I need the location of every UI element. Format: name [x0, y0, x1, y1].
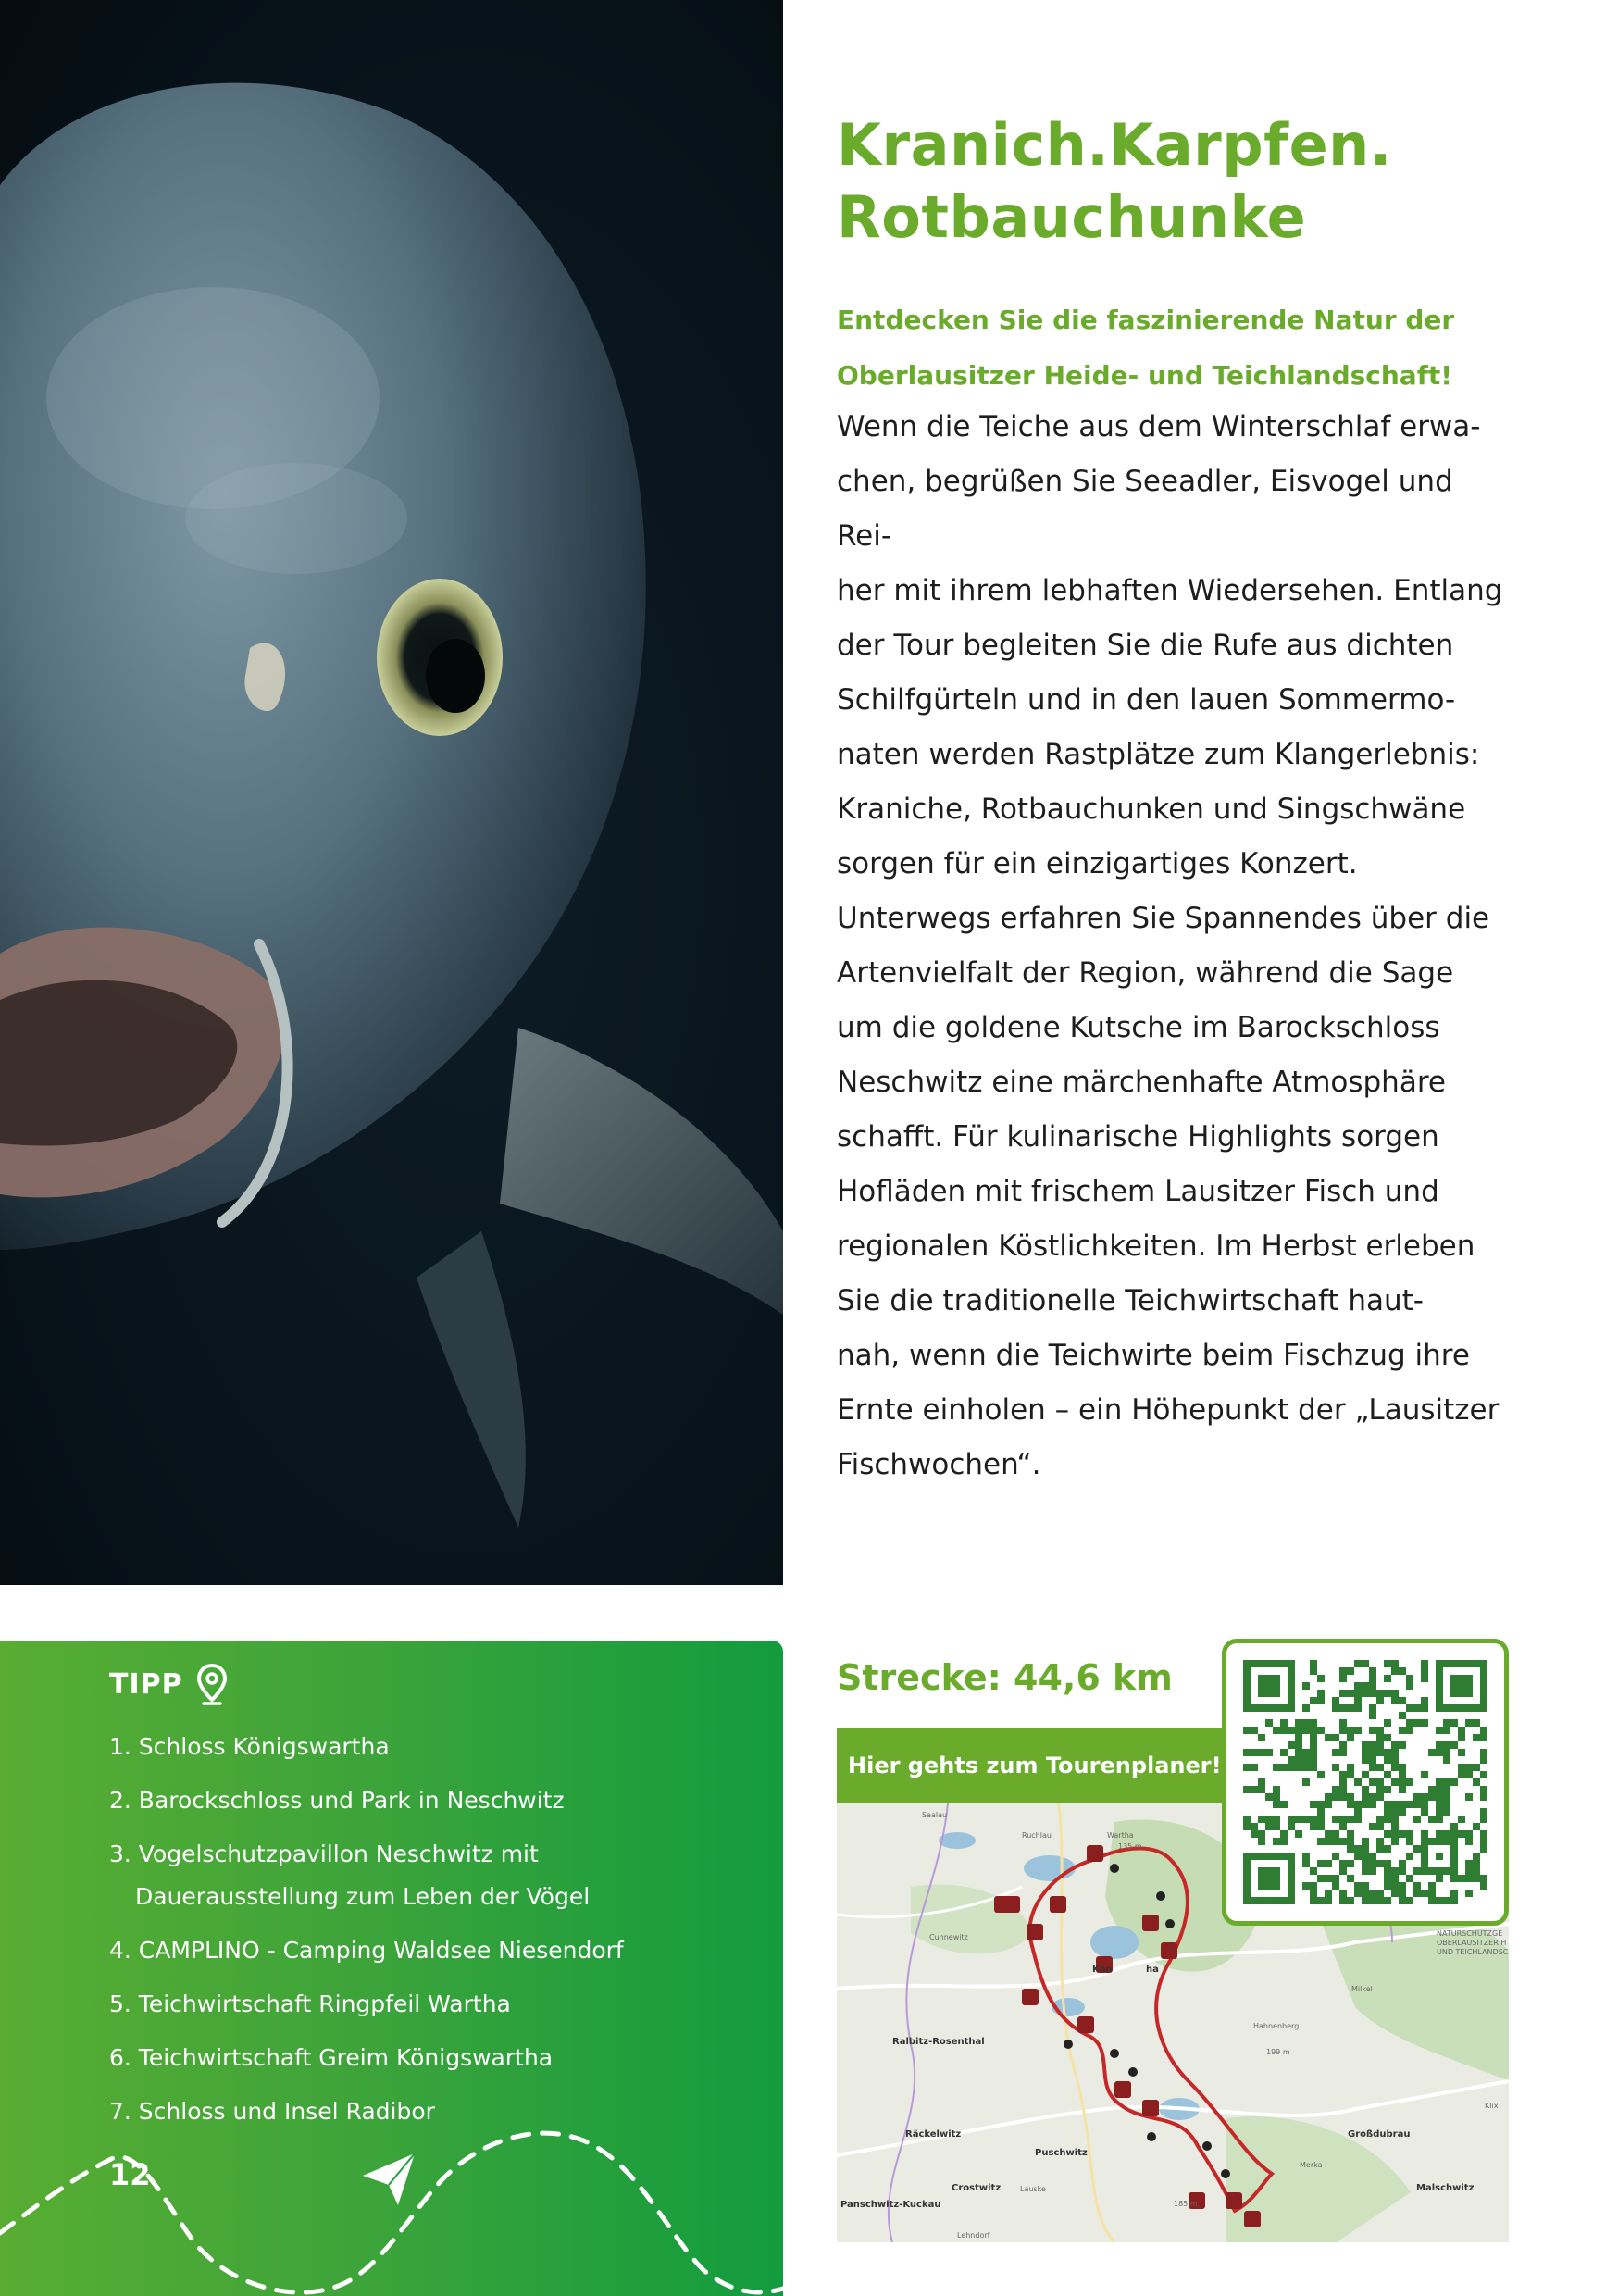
map-label-raeckelwitz: Räckelwitz — [905, 2129, 962, 2140]
map-label-malschwitz: Malschwitz — [1416, 2183, 1475, 2193]
body-line: Hofläden mit frischem Lausitzer Fisch und — [837, 1175, 1439, 1208]
body-line: nah, wenn die Teichwirte beim Fischzug ihre — [837, 1339, 1470, 1372]
page-number: 12 — [109, 2157, 151, 2192]
tip-item-7: 7. Schloss und Insel Radibor — [109, 2098, 435, 2125]
body-line: um die goldene Kutsche im Barockschloss — [837, 1011, 1440, 1044]
map-label-lauske: Lauske — [1020, 2185, 1046, 2193]
map-label-ralbitz: Ralbitz-Rosenthal — [892, 2037, 985, 2047]
body-line: regionalen Köstlichkeiten. Im Herbst erleben — [837, 1229, 1475, 1263]
lead-line-2: Oberlausitzer Heide- und Teichlandschaft! — [837, 360, 1453, 391]
body-line: chen, begrüßen Sie Seeadler, Eisvogel und Rei- — [837, 465, 1453, 553]
carp-illustration — [0, 0, 783, 1585]
map-label-klix: Klix — [1485, 2102, 1499, 2110]
map-label-puschwitz: Puschwitz — [1035, 2148, 1088, 2158]
body-line: der Tour begleiten Sie die Rufe aus dichten — [837, 629, 1454, 662]
map-label-reserve-1: NATURSCHUTZGE — [1437, 1929, 1503, 1938]
body-line: Wenn die Teiche aus dem Winterschlaf erwa- — [837, 410, 1481, 443]
qr-code-icon — [1243, 1660, 1487, 1904]
map-label-cunnewitz: Cunnewitz — [929, 1933, 968, 1941]
body-line: Schilfgürteln und in den lauen Sommermo- — [837, 683, 1456, 717]
body-line: Unterwegs erfahren Sie Spannendes über die — [837, 902, 1490, 935]
paper-plane-icon — [357, 2148, 422, 2213]
title-line-2: Rotbauchunke — [837, 183, 1307, 251]
tip-item-2: 2. Barockschloss und Park in Neschwitz — [109, 1787, 565, 1814]
map-label-lehndorf: Lehndorf — [957, 2231, 990, 2240]
body-line: Artenvielfalt der Region, während die Sage — [837, 956, 1454, 990]
tip-title: TIPP — [109, 1667, 183, 1701]
map-label-panschwitz: Panschwitz-Kuckau — [840, 2200, 941, 2210]
article-lead — [837, 293, 1559, 404]
title-line-1: Kranich.Karpfen. — [837, 111, 1392, 179]
map-label-hahnenberg: Hahnenberg — [1253, 2022, 1300, 2030]
tip-item-1: 1. Schloss Königswartha — [109, 1733, 390, 1760]
article-body — [837, 400, 1514, 1492]
map-label-hahnenberg-elevation: 199 m — [1266, 2048, 1290, 2056]
tip-item-4: 4. CAMPLINO - Camping Waldsee Niesendorf — [109, 1937, 624, 1964]
body-line: sorgen für ein einzigartiges Konzert. — [837, 847, 1358, 880]
lead-line-1: Entdecken Sie die faszinierende Natur der — [837, 305, 1455, 335]
map-label-wartha-elevation: 135 m — [1118, 1842, 1142, 1851]
body-line: Fischwochen“. — [837, 1448, 1041, 1481]
carp-photo — [0, 0, 783, 1585]
tip-item-5: 5. Teichwirtschaft Ringpfeil Wartha — [109, 1990, 511, 2017]
tip-item-3: 3. Vogelschutzpavillon Neschwitz mit — [109, 1841, 539, 1867]
tip-header — [109, 1663, 228, 1705]
map-label-crostwitz: Crostwitz — [952, 2183, 1002, 2193]
map-label-reserve-3: UND TEICHLANDSC — [1437, 1948, 1509, 1956]
tour-planner-link[interactable]: Hier gehts zum Tourenplaner! — [837, 1728, 1226, 1803]
tip-list — [109, 1726, 757, 2133]
body-line: schafft. Für kulinarische Highlights sorgen — [837, 1120, 1439, 1154]
article-title — [837, 109, 1577, 254]
tip-item-6: 6. Teichwirtschaft Greim Königswartha — [109, 2044, 554, 2071]
map-label-ruchlau: Ruchlau — [1022, 1831, 1052, 1840]
tour-planner-qr-code[interactable] — [1222, 1639, 1509, 1926]
map-label-elevation-185: 185 m — [1174, 2200, 1198, 2208]
body-line: naten werden Rastplätze zum Klangerlebnis: — [837, 738, 1480, 771]
body-line: Sie die traditionelle Teichwirtschaft haut- — [837, 1284, 1424, 1317]
map-label-reserve-2: OBERLAUSITZER H — [1437, 1939, 1507, 1947]
body-line: Neschwitz eine märchenhafte Atmosphäre — [837, 1066, 1446, 1099]
map-label-milkel: Milkel — [1351, 1985, 1373, 1993]
map-label-koenigswartha-start: Kön — [1092, 1965, 1113, 1975]
map-pin-icon — [196, 1663, 228, 1705]
map-label-merka: Merka — [1300, 2161, 1323, 2169]
map-label-wartha: Wartha — [1107, 1831, 1134, 1840]
body-line: Kraniche, Rotbauchunken und Singschwäne — [837, 792, 1466, 826]
route-distance: Strecke: 44,6 km — [837, 1657, 1173, 1698]
body-line: her mit ihrem lebhaften Wiedersehen. Entlang — [837, 574, 1503, 607]
body-line: Ernte einholen – ein Höhepunkt der „Lausitzer — [837, 1393, 1500, 1427]
map-label-koenigswartha-end: ha — [1146, 1965, 1159, 1975]
map-label-saalau: Saalau — [922, 1811, 948, 1819]
tip-item-3-continued: Dauerausstellung zum Leben der Vögel — [135, 1883, 591, 1910]
map-label-grossdubrau: Großdubrau — [1348, 2129, 1411, 2140]
